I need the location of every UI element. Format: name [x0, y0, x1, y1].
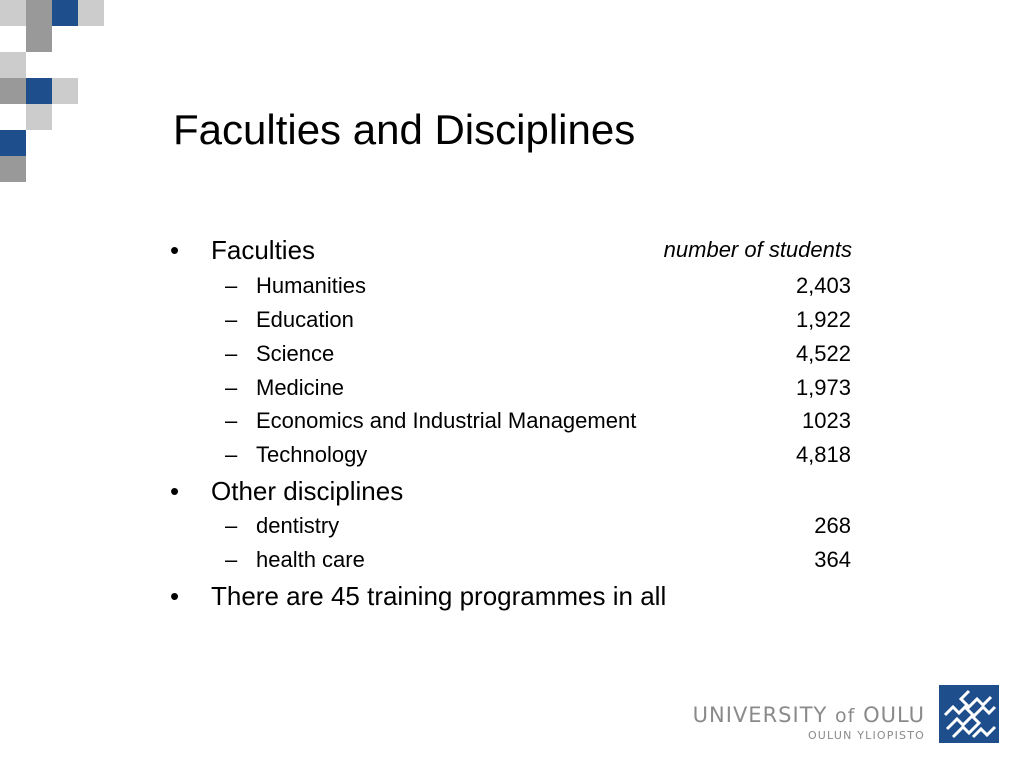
university-name-part: of	[835, 705, 856, 727]
item-value: 1,922	[795, 307, 851, 332]
sub-bullet-glyph: –	[225, 307, 238, 332]
column-header-number-of-students: number of students	[663, 237, 852, 262]
sub-bullet-glyph: –	[225, 273, 238, 298]
item-name: Economics and Industrial Management	[256, 408, 637, 433]
bullet-label: Faculties	[211, 235, 316, 265]
university-name	[693, 702, 925, 729]
item-value: 364	[814, 547, 851, 572]
logo-pattern-icon	[939, 685, 999, 743]
item-value: 1023	[802, 408, 851, 433]
bullet-label: There are 45 training programmes in all	[211, 581, 667, 611]
bullet-label: Other disciplines	[211, 476, 404, 506]
item-value: 2,403	[795, 273, 851, 298]
item-name: health care	[256, 547, 365, 572]
university-subtitle: OULUN YLIOPISTO	[807, 729, 925, 742]
sub-bullet-glyph: –	[225, 547, 238, 572]
bullet-glyph: •	[170, 581, 180, 611]
slide-title: Faculties and Disciplines	[173, 106, 636, 153]
bullet-glyph: •	[170, 235, 180, 265]
item-value: 268	[814, 513, 851, 538]
item-name: Medicine	[256, 375, 345, 400]
item-name: dentistry	[256, 513, 340, 538]
item-name: Education	[256, 307, 354, 332]
item-name: Technology	[256, 442, 368, 467]
sub-bullet-glyph: –	[225, 513, 238, 538]
sub-bullet-glyph: –	[225, 442, 238, 467]
university-name-part: UNIVERSITY	[692, 703, 828, 727]
sub-bullet-glyph: –	[225, 375, 238, 400]
item-value: 1,973	[795, 375, 851, 400]
item-value: 4,818	[795, 442, 851, 467]
item-name: Science	[256, 341, 335, 366]
university-wordmark	[693, 702, 925, 743]
bullet-glyph: •	[170, 476, 180, 506]
university-name-part: OULU	[863, 703, 925, 727]
sub-bullet-glyph: –	[225, 341, 238, 366]
item-name: Humanities	[256, 273, 367, 298]
item-value: 4,522	[795, 341, 851, 366]
sub-bullet-glyph: –	[225, 408, 238, 433]
university-logo-icon	[939, 685, 999, 743]
